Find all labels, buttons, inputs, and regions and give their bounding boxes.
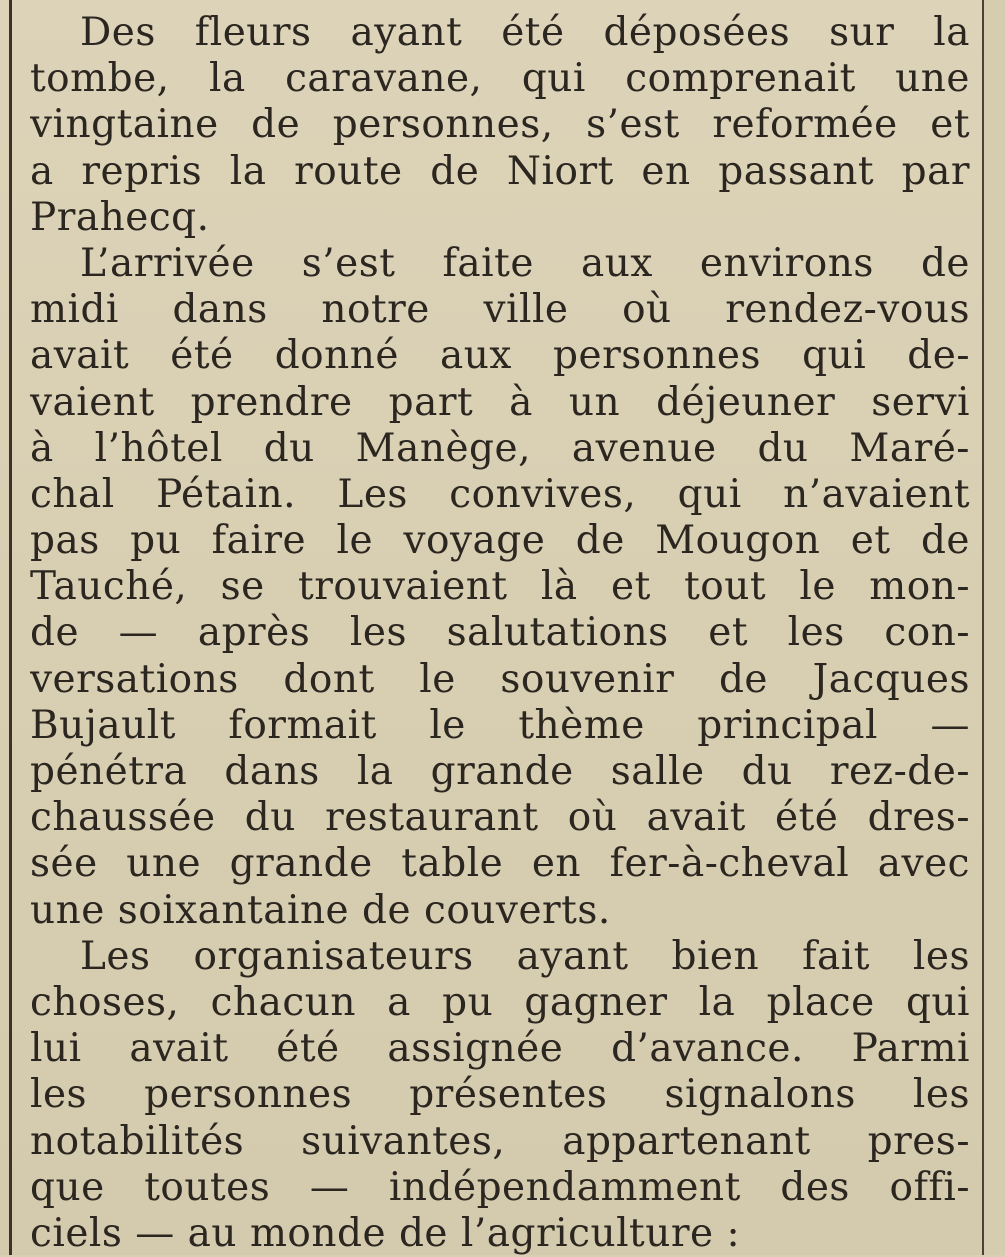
text-line: les personnes présentes signalons les xyxy=(30,1072,970,1118)
text-line: vaient prendre part à un déjeuner servi xyxy=(30,379,970,425)
text-line: pas pu faire le voyage de Mougon et de xyxy=(30,518,970,564)
text-line: une soixantaine de couverts. xyxy=(30,887,611,933)
text-line: L’arrivée s’est faite aux environs de xyxy=(80,240,970,286)
text-line: midi dans notre ville où rendez-vous xyxy=(30,287,970,333)
column-rule-left xyxy=(9,0,12,1255)
text-line: Les organisateurs ayant bien fait les xyxy=(80,933,970,979)
text-line: notabilités suivantes, appartenant pres- xyxy=(30,1118,970,1164)
text-line: ciels — au monde de l’agriculture : xyxy=(30,1210,741,1256)
text-line: de — après les salutations et les con- xyxy=(30,610,970,656)
text-line: tombe, la caravane, qui comprenait une xyxy=(30,56,970,102)
text-line: lui avait été assignée d’avance. Parmi xyxy=(30,1026,970,1072)
text-line: chaussée du restaurant où avait été dres- xyxy=(30,795,970,841)
text-line: Bujault formait le thème principal — xyxy=(30,702,970,748)
text-line: versations dont le souvenir de Jacques xyxy=(30,656,970,702)
text-line: choses, chacun a pu gagner la place qui xyxy=(30,979,970,1025)
paragraph-1 xyxy=(30,10,970,241)
text-line: que toutes — indépendamment des offi- xyxy=(30,1164,970,1210)
text-line: sée une grande table en fer-à-cheval avec xyxy=(30,841,970,887)
text-line: avait été donné aux personnes qui de- xyxy=(30,333,970,379)
text-line: Tauché, se trouvaient là et tout le mon- xyxy=(30,564,970,610)
text-line: a repris la route de Niort en passant par xyxy=(30,148,970,194)
text-line: pénétra dans la grande salle du rez-de- xyxy=(30,749,970,794)
text-line: Prahecq. xyxy=(30,194,210,240)
text-line: Des fleurs ayant été déposées sur la xyxy=(80,10,970,55)
paragraph-3 xyxy=(30,934,970,1257)
text-line: chal Pétain. Les convives, qui n’avaient xyxy=(30,471,970,517)
text-line: à l’hôtel du Manège, avenue du Maré- xyxy=(30,425,970,471)
paragraph-2 xyxy=(30,241,970,934)
text-line: vingtaine de personnes, s’est reformée et xyxy=(30,102,970,148)
adjacent-column-edge xyxy=(984,0,1005,1255)
article-column xyxy=(30,10,970,1256)
